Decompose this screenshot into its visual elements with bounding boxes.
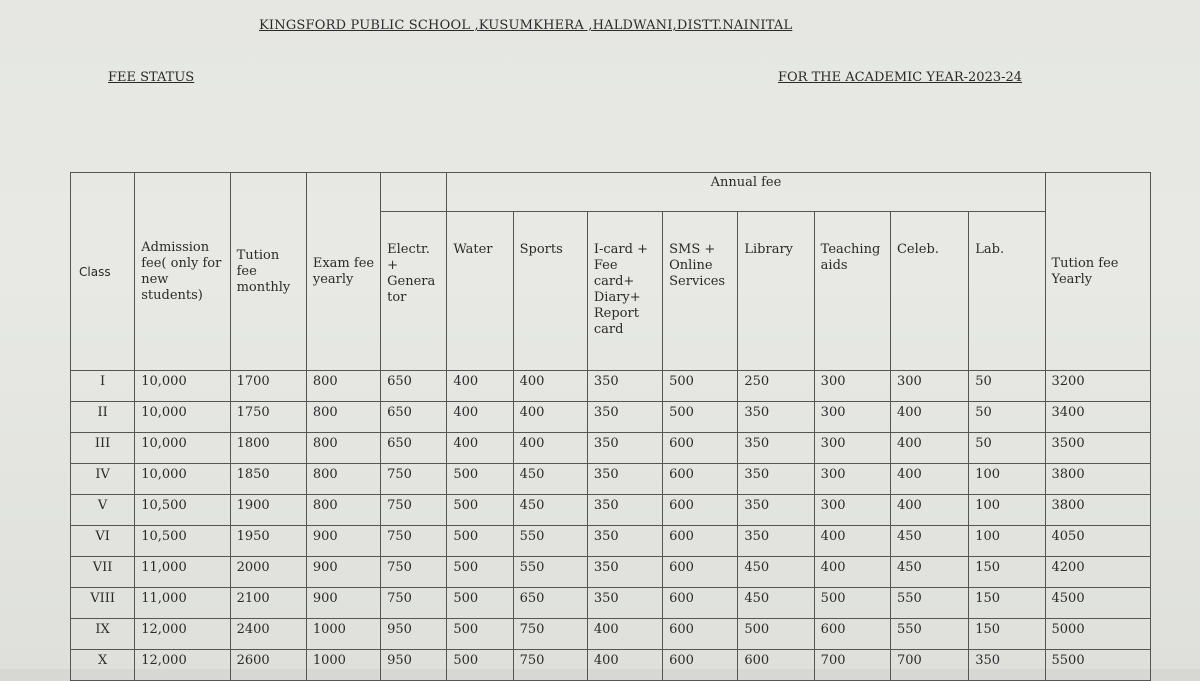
cell-tuition-monthly: 1950 xyxy=(230,526,306,557)
table-row xyxy=(71,402,1151,433)
col-header-lab: Lab. xyxy=(969,212,1045,371)
cell-sms: 500 xyxy=(663,402,738,433)
cell-teaching: 300 xyxy=(814,402,890,433)
cell-sms: 600 xyxy=(663,650,738,681)
cell-class: II xyxy=(71,402,135,433)
cell-tuition-yearly: 4200 xyxy=(1045,557,1150,588)
cell-celeb: 550 xyxy=(890,588,968,619)
cell-admission: 10,000 xyxy=(135,433,230,464)
cell-water: 500 xyxy=(447,464,513,495)
cell-exam: 800 xyxy=(306,464,380,495)
fee-table xyxy=(70,172,1151,681)
cell-tuition-monthly: 1700 xyxy=(230,371,306,402)
cell-icard: 350 xyxy=(587,371,662,402)
cell-teaching: 400 xyxy=(814,526,890,557)
cell-celeb: 450 xyxy=(890,557,968,588)
cell-tuition-monthly: 2600 xyxy=(230,650,306,681)
cell-sports: 750 xyxy=(513,619,587,650)
blank-header-cell xyxy=(381,173,447,212)
cell-class: VIII xyxy=(71,588,135,619)
cell-tuition-monthly: 2100 xyxy=(230,588,306,619)
cell-admission: 10,000 xyxy=(135,371,230,402)
col-header-tuition-monthly: Tution fee monthly xyxy=(230,173,306,371)
cell-teaching: 300 xyxy=(814,495,890,526)
cell-admission: 10,000 xyxy=(135,402,230,433)
cell-water: 500 xyxy=(447,495,513,526)
cell-lab: 50 xyxy=(969,433,1045,464)
cell-lab: 100 xyxy=(969,526,1045,557)
cell-tuition-yearly: 4050 xyxy=(1045,526,1150,557)
cell-lab: 100 xyxy=(969,495,1045,526)
cell-water: 500 xyxy=(447,588,513,619)
cell-lab: 150 xyxy=(969,557,1045,588)
cell-electricity: 750 xyxy=(381,526,447,557)
cell-tuition-monthly: 1900 xyxy=(230,495,306,526)
cell-water: 500 xyxy=(447,557,513,588)
cell-lab: 100 xyxy=(969,464,1045,495)
cell-celeb: 550 xyxy=(890,619,968,650)
cell-sms: 600 xyxy=(663,526,738,557)
cell-tuition-yearly: 3800 xyxy=(1045,495,1150,526)
cell-teaching: 600 xyxy=(814,619,890,650)
table-row xyxy=(71,495,1151,526)
cell-electricity: 650 xyxy=(381,371,447,402)
cell-electricity: 750 xyxy=(381,464,447,495)
cell-sms: 600 xyxy=(663,619,738,650)
header-row-top xyxy=(71,173,1151,212)
cell-class: I xyxy=(71,371,135,402)
cell-sms: 600 xyxy=(663,495,738,526)
cell-library: 450 xyxy=(738,588,814,619)
cell-class: IV xyxy=(71,464,135,495)
table-row xyxy=(71,557,1151,588)
cell-teaching: 400 xyxy=(814,557,890,588)
cell-class: VI xyxy=(71,526,135,557)
cell-library: 350 xyxy=(738,433,814,464)
cell-electricity: 750 xyxy=(381,557,447,588)
cell-exam: 800 xyxy=(306,495,380,526)
cell-admission: 11,000 xyxy=(135,588,230,619)
cell-water: 400 xyxy=(447,402,513,433)
cell-library: 500 xyxy=(738,619,814,650)
cell-tuition-yearly: 5000 xyxy=(1045,619,1150,650)
cell-library: 350 xyxy=(738,464,814,495)
cell-icard: 400 xyxy=(587,619,662,650)
cell-admission: 10,000 xyxy=(135,464,230,495)
cell-tuition-yearly: 3800 xyxy=(1045,464,1150,495)
cell-sports: 750 xyxy=(513,650,587,681)
cell-lab: 350 xyxy=(969,650,1045,681)
table-row xyxy=(71,588,1151,619)
col-header-library: Library xyxy=(738,212,814,371)
cell-library: 600 xyxy=(738,650,814,681)
table-row xyxy=(71,619,1151,650)
cell-sports: 400 xyxy=(513,371,587,402)
cell-lab: 50 xyxy=(969,402,1045,433)
cell-tuition-monthly: 1850 xyxy=(230,464,306,495)
cell-sports: 450 xyxy=(513,464,587,495)
cell-sports: 400 xyxy=(513,433,587,464)
col-header-icard: I-card + Fee card+ Diary+ Report card xyxy=(587,212,662,371)
cell-sms: 600 xyxy=(663,464,738,495)
cell-exam: 800 xyxy=(306,371,380,402)
col-header-sports: Sports xyxy=(513,212,587,371)
annual-fee-group-header: Annual fee xyxy=(447,173,1045,212)
cell-sports: 400 xyxy=(513,402,587,433)
table-row xyxy=(71,650,1151,681)
col-header-exam: Exam fee yearly xyxy=(306,173,380,371)
cell-sports: 550 xyxy=(513,557,587,588)
cell-electricity: 650 xyxy=(381,433,447,464)
cell-library: 250 xyxy=(738,371,814,402)
cell-library: 350 xyxy=(738,495,814,526)
table-row xyxy=(71,371,1151,402)
cell-teaching: 300 xyxy=(814,371,890,402)
cell-electricity: 750 xyxy=(381,588,447,619)
cell-admission: 12,000 xyxy=(135,650,230,681)
school-title: KINGSFORD PUBLIC SCHOOL ,KUSUMKHERA ,HALDWANI,DISTT.NAINITAL xyxy=(259,18,793,33)
cell-teaching: 300 xyxy=(814,464,890,495)
cell-sms: 500 xyxy=(663,371,738,402)
cell-sports: 650 xyxy=(513,588,587,619)
cell-exam: 900 xyxy=(306,588,380,619)
cell-class: V xyxy=(71,495,135,526)
cell-celeb: 400 xyxy=(890,495,968,526)
cell-tuition-yearly: 3200 xyxy=(1045,371,1150,402)
table-row xyxy=(71,464,1151,495)
cell-icard: 350 xyxy=(587,526,662,557)
cell-sms: 600 xyxy=(663,433,738,464)
cell-celeb: 450 xyxy=(890,526,968,557)
cell-icard: 350 xyxy=(587,433,662,464)
cell-celeb: 300 xyxy=(890,371,968,402)
cell-electricity: 650 xyxy=(381,402,447,433)
table-row xyxy=(71,526,1151,557)
cell-tuition-yearly: 3400 xyxy=(1045,402,1150,433)
cell-exam: 1000 xyxy=(306,650,380,681)
cell-tuition-monthly: 2000 xyxy=(230,557,306,588)
cell-tuition-yearly: 5500 xyxy=(1045,650,1150,681)
cell-water: 500 xyxy=(447,526,513,557)
cell-tuition-monthly: 2400 xyxy=(230,619,306,650)
fee-table-body xyxy=(71,371,1151,681)
cell-tuition-monthly: 1800 xyxy=(230,433,306,464)
cell-electricity: 750 xyxy=(381,495,447,526)
cell-lab: 50 xyxy=(969,371,1045,402)
cell-celeb: 400 xyxy=(890,464,968,495)
cell-tuition-yearly: 3500 xyxy=(1045,433,1150,464)
col-header-sms: SMS + Online Services xyxy=(663,212,738,371)
cell-water: 400 xyxy=(447,371,513,402)
cell-teaching: 700 xyxy=(814,650,890,681)
cell-celeb: 400 xyxy=(890,402,968,433)
academic-year-label: FOR THE ACADEMIC YEAR-2023-24 xyxy=(778,70,1023,85)
cell-lab: 150 xyxy=(969,588,1045,619)
col-header-electricity: Electr. + Genera tor xyxy=(381,212,447,371)
cell-class: VII xyxy=(71,557,135,588)
cell-teaching: 300 xyxy=(814,433,890,464)
cell-celeb: 400 xyxy=(890,433,968,464)
col-header-class: Class xyxy=(71,173,135,371)
col-header-celeb: Celeb. xyxy=(890,212,968,371)
cell-sports: 450 xyxy=(513,495,587,526)
cell-exam: 800 xyxy=(306,402,380,433)
cell-water: 400 xyxy=(447,433,513,464)
cell-sms: 600 xyxy=(663,557,738,588)
cell-library: 450 xyxy=(738,557,814,588)
cell-library: 350 xyxy=(738,526,814,557)
cell-class: IX xyxy=(71,619,135,650)
table-row xyxy=(71,433,1151,464)
cell-lab: 150 xyxy=(969,619,1045,650)
cell-icard: 350 xyxy=(587,402,662,433)
cell-admission: 12,000 xyxy=(135,619,230,650)
cell-icard: 350 xyxy=(587,495,662,526)
cell-exam: 900 xyxy=(306,526,380,557)
fee-status-label: FEE STATUS xyxy=(108,70,195,85)
cell-icard: 350 xyxy=(587,557,662,588)
cell-exam: 1000 xyxy=(306,619,380,650)
cell-electricity: 950 xyxy=(381,619,447,650)
cell-exam: 800 xyxy=(306,433,380,464)
cell-sports: 550 xyxy=(513,526,587,557)
cell-admission: 10,500 xyxy=(135,495,230,526)
cell-water: 500 xyxy=(447,619,513,650)
col-header-teaching: Teaching aids xyxy=(814,212,890,371)
cell-icard: 400 xyxy=(587,650,662,681)
cell-electricity: 950 xyxy=(381,650,447,681)
col-header-tuition-yearly: Tution fee Yearly xyxy=(1045,173,1150,371)
col-header-admission: Admission fee( only for new students) xyxy=(135,173,230,371)
cell-class: III xyxy=(71,433,135,464)
cell-teaching: 500 xyxy=(814,588,890,619)
cell-admission: 10,500 xyxy=(135,526,230,557)
cell-library: 350 xyxy=(738,402,814,433)
cell-tuition-monthly: 1750 xyxy=(230,402,306,433)
cell-celeb: 700 xyxy=(890,650,968,681)
cell-exam: 900 xyxy=(306,557,380,588)
cell-icard: 350 xyxy=(587,588,662,619)
col-header-water: Water xyxy=(447,212,513,371)
cell-admission: 11,000 xyxy=(135,557,230,588)
cell-icard: 350 xyxy=(587,464,662,495)
cell-class: X xyxy=(71,650,135,681)
cell-water: 500 xyxy=(447,650,513,681)
cell-tuition-yearly: 4500 xyxy=(1045,588,1150,619)
cell-sms: 600 xyxy=(663,588,738,619)
